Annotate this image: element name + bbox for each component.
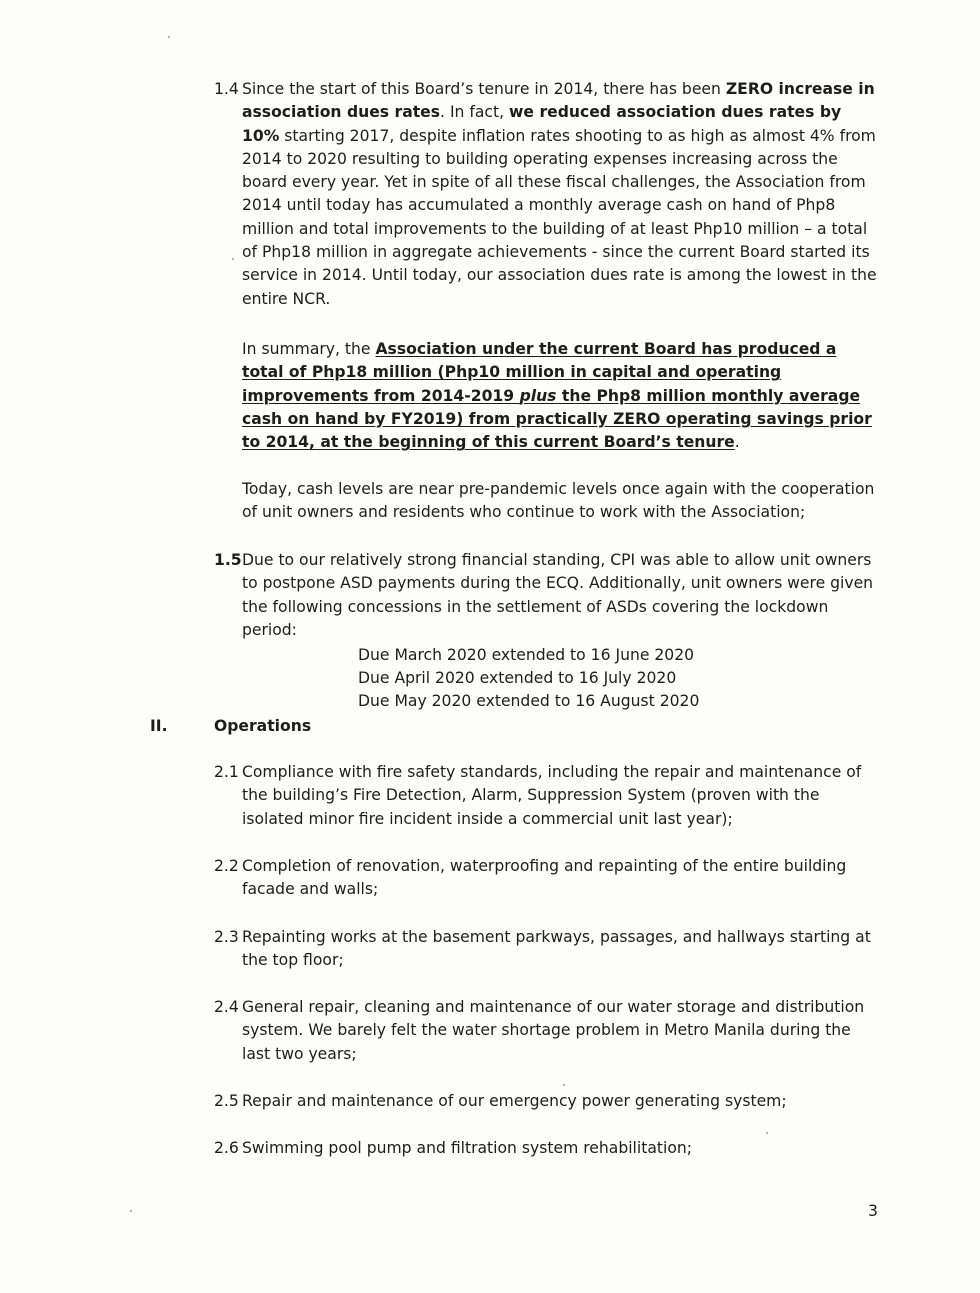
- item-number: 2.2: [214, 857, 239, 875]
- scan-speck: [232, 258, 234, 260]
- summary-highlight: Association under the current Board has produced a total of Php18 million (Php10 million in capital and operating improvements from 2014-2019 plus the Php8 million monthly average cash on hand by FY2019) from practically ZERO operating savings prior to 2014, at the beginning of this current Board’s tenure: [242, 340, 872, 452]
- due-line: Due April 2020 extended to 16 July 2020: [358, 669, 677, 687]
- scan-speck: [563, 1084, 565, 1086]
- today-paragraph: Today, cash levels are near pre-pandemic levels once again with the cooperation of unit owners and residents who continue to work with the Association;: [242, 480, 875, 522]
- item-number: 2.4: [214, 998, 239, 1016]
- item-2-3: [214, 926, 882, 973]
- item-text: General repair, cleaning and maintenance of our water storage and distribution system. We barely felt the water shortage problem in Metro Manila during the last two years;: [242, 998, 865, 1063]
- item-text: Swimming pool pump and filtration system rehabilitation;: [242, 1139, 693, 1157]
- emphasis-zero-increase: ZERO increase in association dues rates: [242, 80, 875, 122]
- item-text: Repair and maintenance of our emergency power generating system;: [242, 1092, 787, 1110]
- item-text: Completion of renovation, waterproofing and repainting of the entire building facade and walls;: [242, 857, 847, 899]
- item-text: Since the start of this Board’s tenure in 2014, there has been ZERO increase in association dues rates. In fact, we reduced association dues rates by 10% starting 2017, despite inflation rates shooting to as high as almost 4% from 2014 to 2020 resulting to building operating expenses increasing across the board every year. Yet in spite of all these fiscal challenges, the Association from 2014 until today has accumulated a monthly average cash on hand of Php8 million and total improvements to the building of at least Php10 million – a total of Php18 million in aggregate achievements - since the current Board started its service in 2014. Until today, our association dues rate is among the lowest in the entire NCR.: [242, 80, 877, 308]
- scan-speck: [766, 1132, 768, 1134]
- section-title: Operations: [214, 717, 312, 735]
- item-2-6: [214, 1137, 882, 1160]
- item-1-5: [214, 549, 882, 642]
- item-number: 2.1: [214, 763, 239, 781]
- item-2-2: [214, 855, 882, 902]
- item-2-5: [214, 1090, 882, 1113]
- scan-speck: [168, 36, 170, 38]
- item-number: 1.4: [214, 80, 239, 98]
- item-number: 2.5: [214, 1092, 239, 1110]
- item-number: 1.5: [214, 551, 242, 569]
- item-number: 2.6: [214, 1139, 239, 1157]
- summary-paragraph: In summary, the Association under the current Board has produced a total of Php18 million (Php10 million in capital and operating improvements from 2014-2019 plus the Php8 million monthly average cash on hand by FY2019) from practically ZERO operating savings prior to 2014, at the beginning of this current Board’s tenure.: [242, 340, 872, 452]
- item-text: Repainting works at the basement parkways, passages, and hallways starting at the top floor;: [242, 928, 871, 970]
- due-line: Due May 2020 extended to 16 August 2020: [358, 692, 700, 710]
- item-number: 2.3: [214, 928, 239, 946]
- item-text: Due to our relatively strong financial standing, CPI was able to allow unit owners to postpone ASD payments during the ECQ. Additionally, unit owners were given the following concessions in the settlement of ASDs covering the lockdown period:: [242, 551, 874, 639]
- item-1-4: [214, 78, 882, 311]
- item-2-1: [214, 761, 882, 831]
- due-line: Due March 2020 extended to 16 June 2020: [358, 646, 695, 664]
- scan-speck: [130, 1210, 132, 1212]
- section-roman-numeral: II.: [150, 717, 168, 735]
- page-number: 3: [868, 1202, 878, 1220]
- item-2-4: [214, 996, 882, 1066]
- emphasis-reduced-dues: we reduced association dues rates by 10%: [242, 103, 842, 145]
- item-text: Compliance with fire safety standards, including the repair and maintenance of the building’s Fire Detection, Alarm, Suppression System (proven with the isolated minor fire incident inside a commercial unit last year);: [242, 763, 862, 828]
